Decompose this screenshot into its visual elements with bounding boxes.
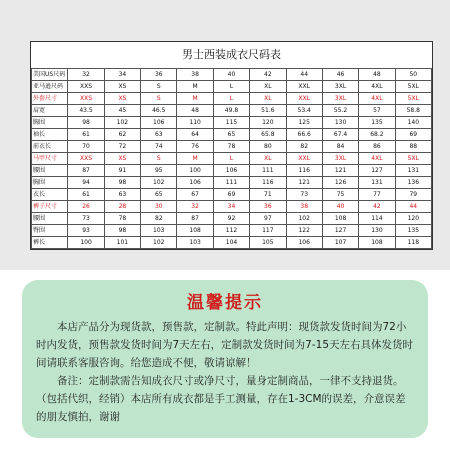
table-cell: XXS — [68, 93, 104, 105]
table-cell: XXS — [68, 153, 104, 165]
table-cell: 32 — [177, 201, 213, 213]
table-cell: 65 — [213, 129, 249, 141]
table-cell: 46 — [322, 69, 358, 81]
table-cell: 61 — [68, 129, 104, 141]
table-cell: S — [141, 93, 177, 105]
table-cell: 120 — [395, 213, 431, 225]
table-cell: 63 — [104, 189, 140, 201]
table-cell: XXL — [286, 93, 322, 105]
table-cell: 116 — [286, 165, 322, 177]
table-row — [32, 81, 432, 93]
table-cell: 120 — [250, 117, 286, 129]
table-cell: 88 — [395, 141, 431, 153]
table-cell: XL — [250, 93, 286, 105]
table-cell: 3XL — [322, 153, 358, 165]
row-label: 外套尺寸 — [32, 93, 68, 105]
table-cell: 97 — [250, 213, 286, 225]
row-label: 腰围 — [32, 165, 68, 177]
table-cell: 82 — [141, 213, 177, 225]
table-cell: 72 — [104, 141, 140, 153]
table-cell: 131 — [395, 165, 431, 177]
table-cell: 107 — [322, 237, 358, 249]
table-cell: 87 — [68, 165, 104, 177]
table-row — [32, 189, 432, 201]
table-cell: 38 — [286, 201, 322, 213]
table-cell: 131 — [359, 177, 395, 189]
table-cell: 82 — [286, 141, 322, 153]
table-cell: 105 — [250, 237, 286, 249]
table-cell: L — [213, 93, 249, 105]
table-cell: 140 — [395, 117, 431, 129]
table-cell: 100 — [68, 237, 104, 249]
table-cell: 74 — [141, 141, 177, 153]
table-cell: XL — [250, 153, 286, 165]
table-cell: 135 — [395, 225, 431, 237]
table-cell: 104 — [213, 237, 249, 249]
table-cell: 68.2 — [359, 129, 395, 141]
table-row — [32, 237, 432, 249]
table-row — [32, 177, 432, 189]
table-cell: M — [177, 153, 213, 165]
table-cell: 38 — [177, 69, 213, 81]
table-cell: 65 — [141, 189, 177, 201]
table-cell: 62 — [104, 129, 140, 141]
table-cell: 102 — [141, 237, 177, 249]
size-chart-frame — [30, 41, 433, 250]
table-cell: 67.4 — [322, 129, 358, 141]
table-cell: XS — [104, 153, 140, 165]
table-cell: 26 — [68, 201, 104, 213]
table-cell: 73 — [68, 213, 104, 225]
table-cell: 44 — [286, 69, 322, 81]
table-cell: 102 — [286, 213, 322, 225]
table-cell: 103 — [141, 225, 177, 237]
table-cell: 102 — [141, 177, 177, 189]
table-cell: 121 — [322, 165, 358, 177]
table-row — [32, 165, 432, 177]
table-cell: 118 — [395, 237, 431, 249]
table-cell: XXL — [286, 153, 322, 165]
table-cell: 111 — [250, 165, 286, 177]
table-cell: 69 — [395, 129, 431, 141]
row-label: 胸围 — [32, 177, 68, 189]
table-cell: 136 — [395, 177, 431, 189]
table-row — [32, 213, 432, 225]
table-cell: 126 — [322, 177, 358, 189]
table-cell: 127 — [322, 225, 358, 237]
table-cell: 76 — [177, 141, 213, 153]
table-cell: 36 — [250, 201, 286, 213]
table-row — [32, 141, 432, 153]
table-cell: 67 — [177, 189, 213, 201]
table-row — [32, 117, 432, 129]
row-label: 臀围 — [32, 225, 68, 237]
notice-paragraph-shipping: 本店产品分为现货款，预售款，定制款。特此声明：现货款发货时间为72小时内发货，预售款发货时间为7天左右，定制款发货时间为7-15天左右具体发货时间请联系客服咨询。给您造成不便，敬请谅解！ — [36, 321, 414, 369]
row-label: 亚马逊尺码 — [32, 81, 68, 93]
table-cell: 46.5 — [141, 105, 177, 117]
table-cell: 98 — [68, 117, 104, 129]
table-cell: 98 — [104, 177, 140, 189]
table-cell: 4XL — [359, 81, 395, 93]
table-cell: 114 — [359, 213, 395, 225]
table-row — [32, 129, 432, 141]
table-cell: 77 — [359, 189, 395, 201]
table-cell: 64 — [177, 129, 213, 141]
table-cell: S — [141, 153, 177, 165]
table-cell: 44 — [395, 201, 431, 213]
table-row — [32, 201, 432, 213]
table-cell: L — [213, 81, 249, 93]
table-cell: 87 — [177, 213, 213, 225]
table-cell: 86 — [359, 141, 395, 153]
row-label: 肩宽 — [32, 105, 68, 117]
table-cell: 57 — [359, 105, 395, 117]
table-cell: 48 — [177, 105, 213, 117]
table-cell: 101 — [104, 237, 140, 249]
table-cell: 91 — [104, 165, 140, 177]
table-cell: 79 — [395, 189, 431, 201]
table-cell: 45 — [104, 105, 140, 117]
table-cell: 5XL — [395, 81, 431, 93]
table-cell: 4XL — [359, 93, 395, 105]
row-label: 袖长 — [32, 129, 68, 141]
table-cell: 48 — [359, 69, 395, 81]
table-cell: S — [141, 81, 177, 93]
table-cell: 98 — [104, 225, 140, 237]
notice-body — [36, 318, 416, 426]
table-cell: 28 — [104, 201, 140, 213]
table-cell: XXS — [68, 81, 104, 93]
table-cell: 3XL — [322, 81, 358, 93]
notice-box — [22, 280, 428, 438]
table-cell: XXL — [286, 81, 322, 93]
table-cell: 121 — [286, 177, 322, 189]
table-row — [32, 105, 432, 117]
table-cell: 106 — [213, 165, 249, 177]
table-cell: 130 — [322, 117, 358, 129]
table-cell: 55.2 — [322, 105, 358, 117]
table-cell: 100 — [177, 165, 213, 177]
table-cell: 73 — [286, 189, 322, 201]
table-cell: 111 — [213, 177, 249, 189]
table-cell: 30 — [141, 201, 177, 213]
table-cell: 40 — [322, 201, 358, 213]
table-cell: 34 — [104, 69, 140, 81]
table-cell: 5XL — [395, 93, 431, 105]
table-cell: 106 — [177, 177, 213, 189]
table-cell: 130 — [359, 225, 395, 237]
row-label: 前衣长 — [32, 141, 68, 153]
table-cell: XS — [104, 81, 140, 93]
table-cell: 51.6 — [250, 105, 286, 117]
table-cell: 34 — [213, 201, 249, 213]
row-label: 裤子尺寸 — [32, 201, 68, 213]
table-cell: 92 — [213, 213, 249, 225]
table-cell: 94 — [68, 177, 104, 189]
table-cell: 36 — [141, 69, 177, 81]
table-cell: 42 — [359, 201, 395, 213]
table-cell: 110 — [177, 117, 213, 129]
table-cell: 32 — [68, 69, 104, 81]
row-label: 美国US尺码 — [32, 69, 68, 81]
table-cell: 80 — [250, 141, 286, 153]
table-cell: 84 — [322, 141, 358, 153]
table-cell: 5XL — [395, 153, 431, 165]
table-row — [32, 93, 432, 105]
table-cell: 122 — [286, 225, 322, 237]
table-cell: 3XL — [322, 93, 358, 105]
table-row — [32, 69, 432, 81]
table-cell: 58.8 — [395, 105, 431, 117]
table-cell: 75 — [322, 189, 358, 201]
table-cell: 108 — [177, 225, 213, 237]
size-chart-title: 男士西装成衣尺码表 — [182, 48, 281, 61]
table-cell: 115 — [213, 117, 249, 129]
table-cell: 106 — [141, 117, 177, 129]
table-cell: 78 — [213, 141, 249, 153]
table-row — [32, 153, 432, 165]
size-chart-table — [31, 68, 432, 249]
table-cell: 65.8 — [250, 129, 286, 141]
table-cell: 116 — [250, 177, 286, 189]
table-cell: 66.6 — [286, 129, 322, 141]
notice-paragraph-remark: 备注：定制款需告知成衣尺寸或净尺寸，量身定制商品，一律不支持退货。（包括代织，经销）本店所有成衣都是手工测量，存在1-3CM的误差，介意误差的朋友慎拍，谢谢 — [36, 375, 406, 423]
table-cell: 78 — [104, 213, 140, 225]
table-cell: 69 — [213, 189, 249, 201]
table-cell: 125 — [286, 117, 322, 129]
table-cell: 50 — [395, 69, 431, 81]
table-cell: 43.5 — [68, 105, 104, 117]
table-cell: 61 — [68, 189, 104, 201]
table-row — [32, 225, 432, 237]
table-cell: 95 — [141, 165, 177, 177]
table-cell: 70 — [68, 141, 104, 153]
row-label: 衣长 — [32, 189, 68, 201]
table-cell: 112 — [213, 225, 249, 237]
table-cell: 106 — [286, 237, 322, 249]
table-cell: 108 — [359, 237, 395, 249]
table-cell: 42 — [250, 69, 286, 81]
row-label: 裤长 — [32, 237, 68, 249]
table-cell: 102 — [104, 117, 140, 129]
table-cell: 49.8 — [213, 105, 249, 117]
table-cell: 93 — [68, 225, 104, 237]
table-cell: M — [177, 81, 213, 93]
table-cell: 53.4 — [286, 105, 322, 117]
notice-title: 温馨提示 — [187, 293, 263, 313]
table-cell: 63 — [141, 129, 177, 141]
table-cell: 117 — [250, 225, 286, 237]
table-cell: 71 — [250, 189, 286, 201]
table-cell: 4XL — [359, 153, 395, 165]
row-label: 胸围 — [32, 117, 68, 129]
row-label: 马甲尺寸 — [32, 153, 68, 165]
table-cell: M — [177, 93, 213, 105]
table-cell: 108 — [322, 213, 358, 225]
table-cell: 127 — [359, 165, 395, 177]
table-cell: XS — [104, 93, 140, 105]
notice-panel — [0, 270, 450, 450]
table-cell: 103 — [177, 237, 213, 249]
row-label: 腰围 — [32, 213, 68, 225]
table-cell: 40 — [213, 69, 249, 81]
table-cell: L — [213, 153, 249, 165]
table-cell: XL — [250, 81, 286, 93]
table-cell: 135 — [359, 117, 395, 129]
